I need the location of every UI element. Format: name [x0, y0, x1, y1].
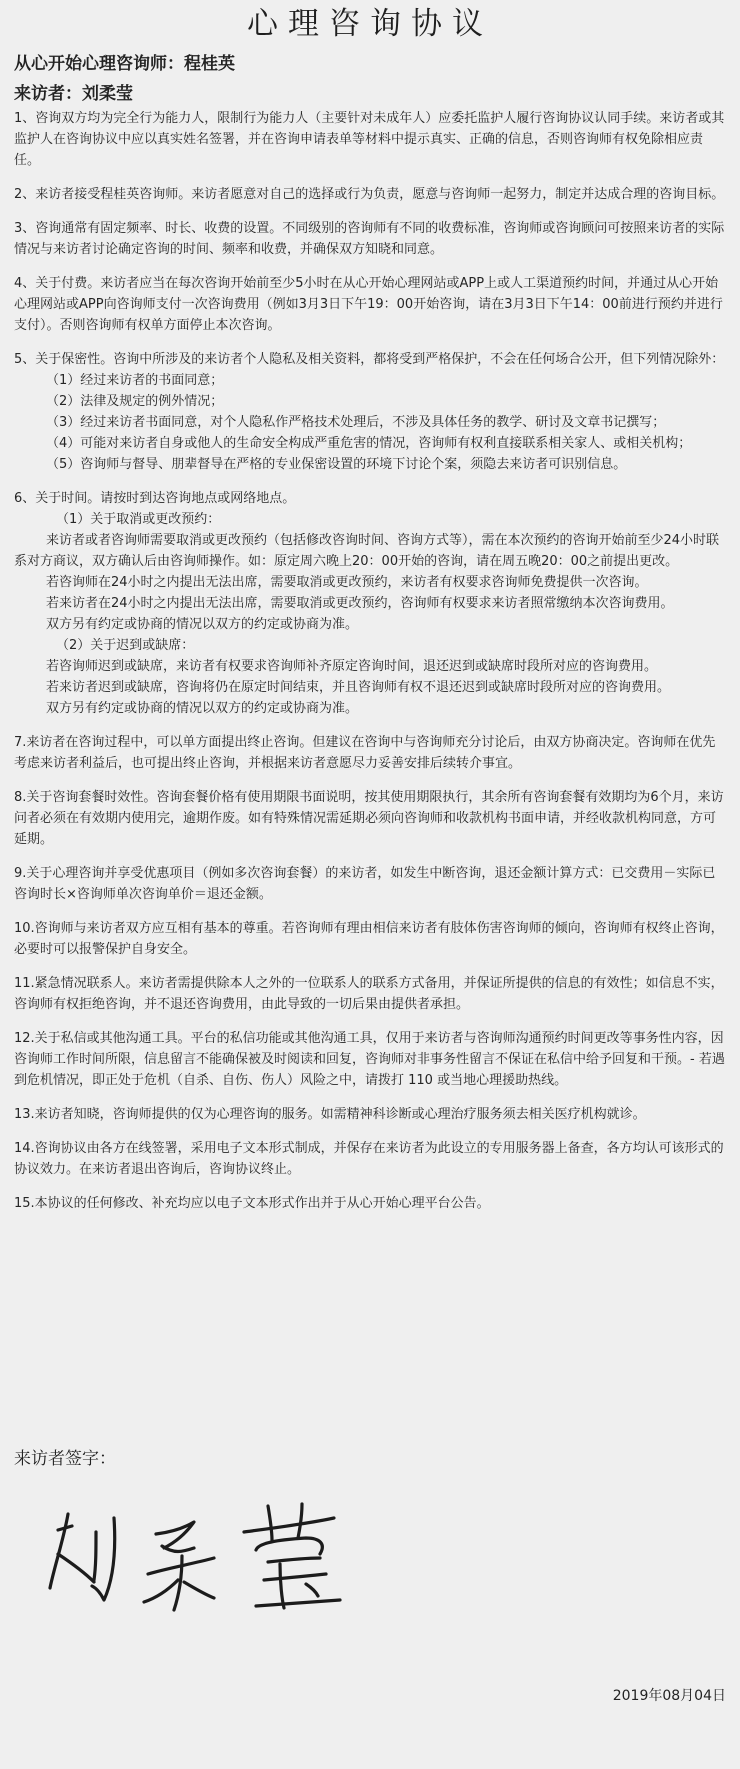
clause-6-sub2-para: 双方另有约定或协商的情况以双方的约定或协商为准。 — [46, 701, 359, 716]
clause-12: 12.关于私信或其他沟通工具。平台的私信功能或其他沟通工具，仅用于来访者与咨询师沟通预约时间更改等事务性内容，因咨询师工作时间所限，信息留言不能确保被及时阅读和回复，咨询师对非事务性留言不保证在私信中给予回复和干预。- 若遇到危机情况，即正处于危机（自杀、自伤、伤人）风险之中，请拨打 110 或当地心理援助热线。 — [14, 1031, 725, 1088]
clause-6 — [14, 488, 726, 719]
clause-3: 3、咨询通常有固定频率、时长、收费的设置。不同级别的咨询师有不同的收费标准，咨询师或咨询顾问可按照来访者的实际情况与来访者讨论确定咨询的时间、频率和收费，并确保双方知晓和同意。 — [14, 221, 725, 257]
clause-6-intro: 6、关于时间。请按时到达咨询地点或网络地点。 — [14, 491, 296, 506]
clause-6-sub2-para: 若咨询师迟到或缺席，来访者有权要求咨询师补齐原定咨询时间，退还迟到或缺席时段所对应的咨询费用。 — [46, 659, 658, 674]
signature-label: 来访者签字： — [14, 1449, 116, 1469]
clause-15: 15.本协议的任何修改、补充均应以电子文本形式作出并于从心开始心理平台公告。 — [14, 1196, 490, 1211]
clause-1: 1、咨询双方均为完全行为能力人，限制行为能力人（主要针对未成年人）应委托监护人履行咨询协议认同手续。来访者或其监护人在咨询协议中应以真实姓名签署，并在咨询申请表单等材料中提示真实、正确的信息，否则咨询师有权免除相应责任。 — [14, 111, 725, 168]
clause-7: 7.来访者在咨询过程中，可以单方面提出终止咨询。但建议在咨询中与咨询师充分讨论后，由双方协商决定。咨询师在优先考虑来访者利益后，也可提出终止咨询，并根据来访者意愿尽力妥善安排后续转介事宜。 — [14, 735, 716, 771]
clause-6-sub2-para: 若来访者迟到或缺席，咨询将仍在原定时间结束，并且咨询师有权不退还迟到或缺席时段所对应的咨询费用。 — [46, 680, 671, 695]
clause-6-sub1-para: 若来访者在24小时之内提出无法出席，需要取消或更改预约，咨询师有权要求来访者照常缴纳本次咨询费用。 — [46, 596, 674, 611]
clause-8: 8.关于咨询套餐时效性。咨询套餐价格有使用期限书面说明，按其使用期限执行，其余所有咨询套餐有效期均为6个月，来访问者必须在有效期内使用完，逾期作废。如有特殊情况需延期必须向咨询师和收款机构书面申请，并经收款机构同意，方可延期。 — [14, 790, 724, 847]
clause-14: 14.咨询协议由各方在线签署，采用电子文本形式制成，并保存在来访者为此设立的专用服务器上备查，各方均认可该形式的协议效力。在来访者退出咨询后，咨询协议终止。 — [14, 1141, 724, 1177]
clause-6-sub2-title: （2）关于迟到或缺席： — [56, 638, 195, 653]
clause-9: 9.关于心理咨询并享受优惠项目（例如多次咨询套餐）的来访者，如发生中断咨询，退还金额计算方式：已交费用－实际已咨询时长×咨询师单次咨询单价＝退还金额。 — [14, 866, 716, 902]
clause-13: 13.来访者知晓，咨询师提供的仅为心理咨询的服务。如需精神科诊断或心理治疗服务须去相关医疗机构就诊。 — [14, 1107, 646, 1122]
clause-5 — [14, 349, 726, 475]
clause-5-item: （5）咨询师与督导、朋辈督导在严格的专业保密设置的环境下讨论个案，须隐去来访者可识别信息。 — [46, 457, 627, 472]
clause-5-item: （4）可能对来访者自身或他人的生命安全构成严重危害的情况，咨询师有权利直接联系相关家人、或相关机构； — [46, 436, 692, 451]
clause-6-sub1-para: 若咨询师在24小时之内提出无法出席，需要取消或更改预约，来访者有权要求咨询师免费提供一次咨询。 — [46, 575, 648, 590]
clause-4: 4、关于付费。来访者应当在每次咨询开始前至少5小时在从心开始心理网站或APP上或人工渠道预约时间，并通过从心开始心理网站或APP向咨询师支付一次咨询费用（例如3月3日下午19：00开始咨询，请在3月3日下午14：00前进行预约并进行支付）。否则咨询师有权单方面停止本次咨询。 — [14, 276, 723, 333]
clause-10: 10.咨询师与来访者双方应互相有基本的尊重。若咨询师有理由相信来访者有肢体伤害咨询师的倾向，咨询师有权终止咨询，必要时可以报警保护自身安全。 — [14, 921, 724, 957]
clause-2: 2、来访者接受程桂英咨询师。来访者愿意对自己的选择或行为负责，愿意与咨询师一起努力，制定并达成合理的咨询目标。 — [14, 187, 725, 202]
agreement-body — [14, 108, 726, 1227]
clause-6-sub1-title: （1）关于取消或更改预约： — [56, 512, 221, 527]
counselor-name-line: 从心开始心理咨询师：程桂英 — [14, 54, 235, 74]
clause-6-sub1-para: 双方另有约定或协商的情况以双方的约定或协商为准。 — [46, 617, 359, 632]
handwritten-signature — [44, 1488, 384, 1628]
clause-11: 11.紧急情况联系人。来访者需提供除本人之外的一位联系人的联系方式备用，并保证所提供的信息的有效性；如信息不实，咨询师有权拒绝咨询，并不退还咨询费用，由此导致的一切后果由提供者承担。 — [14, 976, 724, 1012]
clause-5-item: （3）经过来访者书面同意，对个人隐私作严格技术处理后，不涉及具体任务的教学、研讨及文章书记撰写； — [46, 415, 666, 430]
signing-date: 2019年08月04日 — [612, 1688, 726, 1704]
clause-6-sub1-para: 来访者或者咨询师需要取消或更改预约（包括修改咨询时间、咨询方式等），需在本次预约的咨询开始前至少24小时联系对方商议，双方确认后由咨询师操作。如：原定周六晚上20：00开始的咨询，请在周五晚20：00之前提出更改。 — [14, 533, 720, 569]
clause-5-item: （2）法律及规定的例外情况； — [46, 394, 224, 409]
client-name-line: 来访者：刘柔莹 — [14, 84, 133, 104]
clause-5-intro: 5、关于保密性。咨询中所涉及的来访者个人隐私及相关资料，都将受到严格保护，不会在任何场合公开，但下列情况除外： — [14, 352, 725, 367]
clause-5-item: （1）经过来访者的书面同意； — [46, 373, 224, 388]
document-title: 心理咨询协议 — [247, 6, 493, 42]
